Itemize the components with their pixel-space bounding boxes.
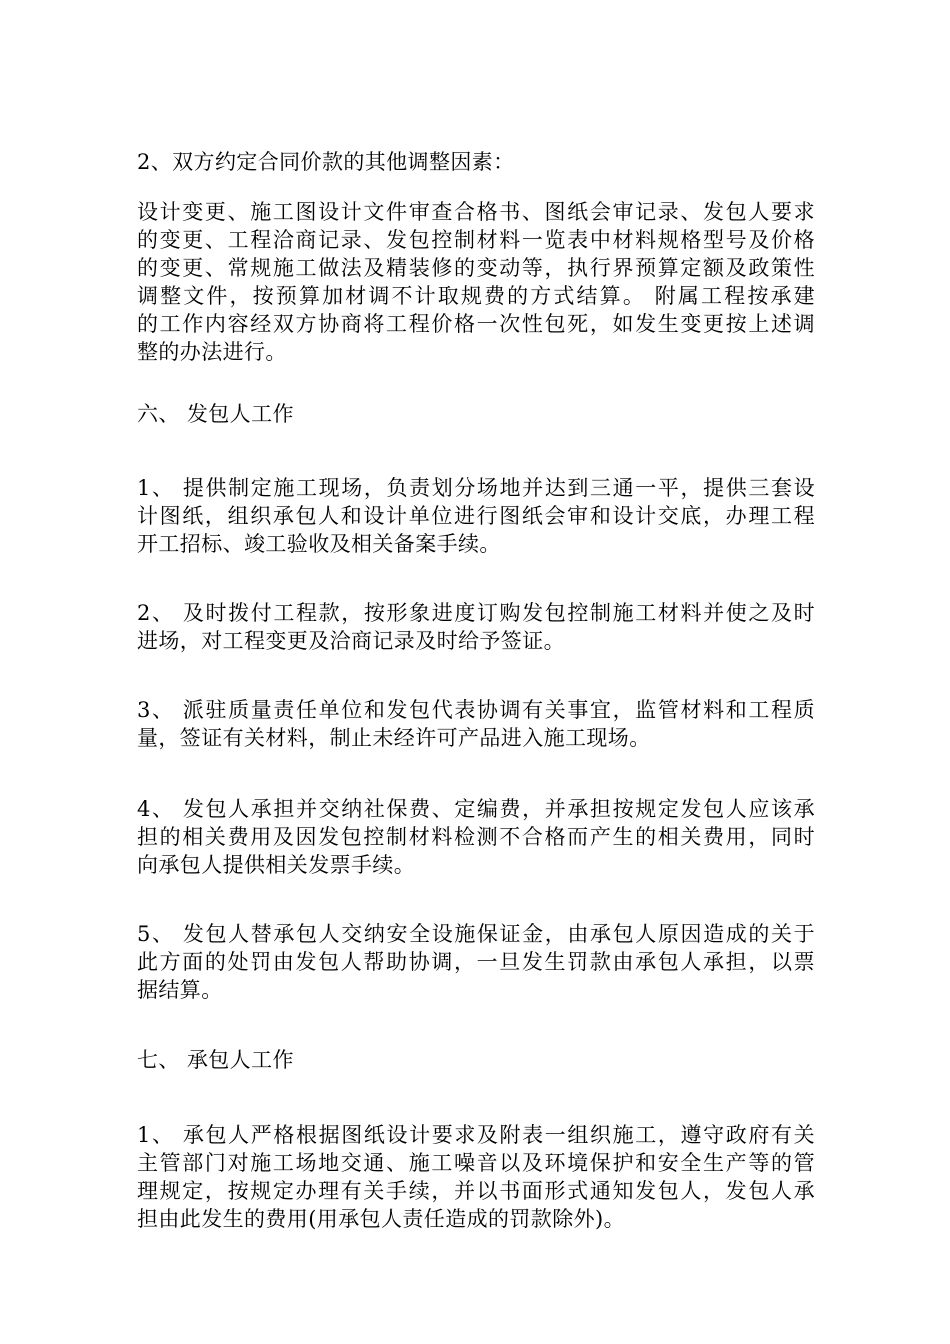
section-heading: 六、 发包人工作	[137, 402, 294, 426]
paragraph-line: 担的相关费用及因发包控制材料检测不合格而产生的相关费用，同时	[137, 825, 815, 849]
paragraph-line: 计图纸，组织承包人和设计单位进行图纸会审和设计交底，办理工程	[137, 504, 815, 528]
paragraph-line: 主管部门对施工场地交通、施工噪音以及环境保护和安全生产等的管	[137, 1151, 815, 1175]
paragraph-line: 开工招标、竣工验收及相关备案手续。	[137, 532, 501, 556]
paragraph-line: 进场，对工程变更及洽商记录及时给予签证。	[137, 629, 565, 653]
paragraph-line: 的工作内容经双方协商将工程价格一次性包死，如发生变更按上述调	[137, 312, 815, 336]
paragraph-line: 2、 及时拨付工程款，按形象进度订购发包控制施工材料并使之及时	[137, 601, 815, 625]
paragraph-line: 整的办法进行。	[137, 340, 287, 364]
section-heading: 七、 承包人工作	[137, 1048, 294, 1072]
paragraph-line: 此方面的处罚由发包人帮助协调，一旦发生罚款由承包人承担，以票	[137, 950, 815, 974]
paragraph-line: 担由此发生的费用(用承包人责任造成的罚款除外)。	[137, 1207, 625, 1231]
paragraph-line: 的变更、工程洽商记录、发包控制材料一览表中材料规格型号及价格	[137, 228, 815, 252]
paragraph-line: 据结算。	[137, 978, 223, 1002]
paragraph-line: 向承包人提供相关发票手续。	[137, 853, 416, 877]
paragraph-line: 调整文件，按预算加材调不计取规费的方式结算。 附属工程按承建	[137, 284, 815, 308]
paragraph-line: 1、 提供制定施工现场，负责划分场地并达到三通一平，提供三套设	[137, 476, 815, 500]
paragraph-line: 设计变更、施工图设计文件审查合格书、图纸会审记录、发包人要求	[137, 200, 815, 224]
clause-heading: 2、双方约定合同价款的其他调整因素：	[137, 150, 515, 174]
paragraph-line: 1、 承包人严格根据图纸设计要求及附表一组织施工，遵守政府有关	[137, 1123, 815, 1147]
paragraph-line: 的变更、常规施工做法及精装修的变动等，执行界预算定额及政策性	[137, 256, 815, 280]
paragraph-line: 3、 派驻质量责任单位和发包代表协调有关事宜，监管材料和工程质	[137, 698, 815, 722]
paragraph-line: 量，签证有关材料，制止未经许可产品进入施工现场。	[137, 726, 651, 750]
paragraph-line: 理规定，按规定办理有关手续，并以书面形式通知发包人，发包人承	[137, 1179, 815, 1203]
paragraph-line: 5、 发包人替承包人交纳安全设施保证金，由承包人原因造成的关于	[137, 922, 815, 946]
paragraph-line: 4、 发包人承担并交纳社保费、定编费，并承担按规定发包人应该承	[137, 797, 815, 821]
